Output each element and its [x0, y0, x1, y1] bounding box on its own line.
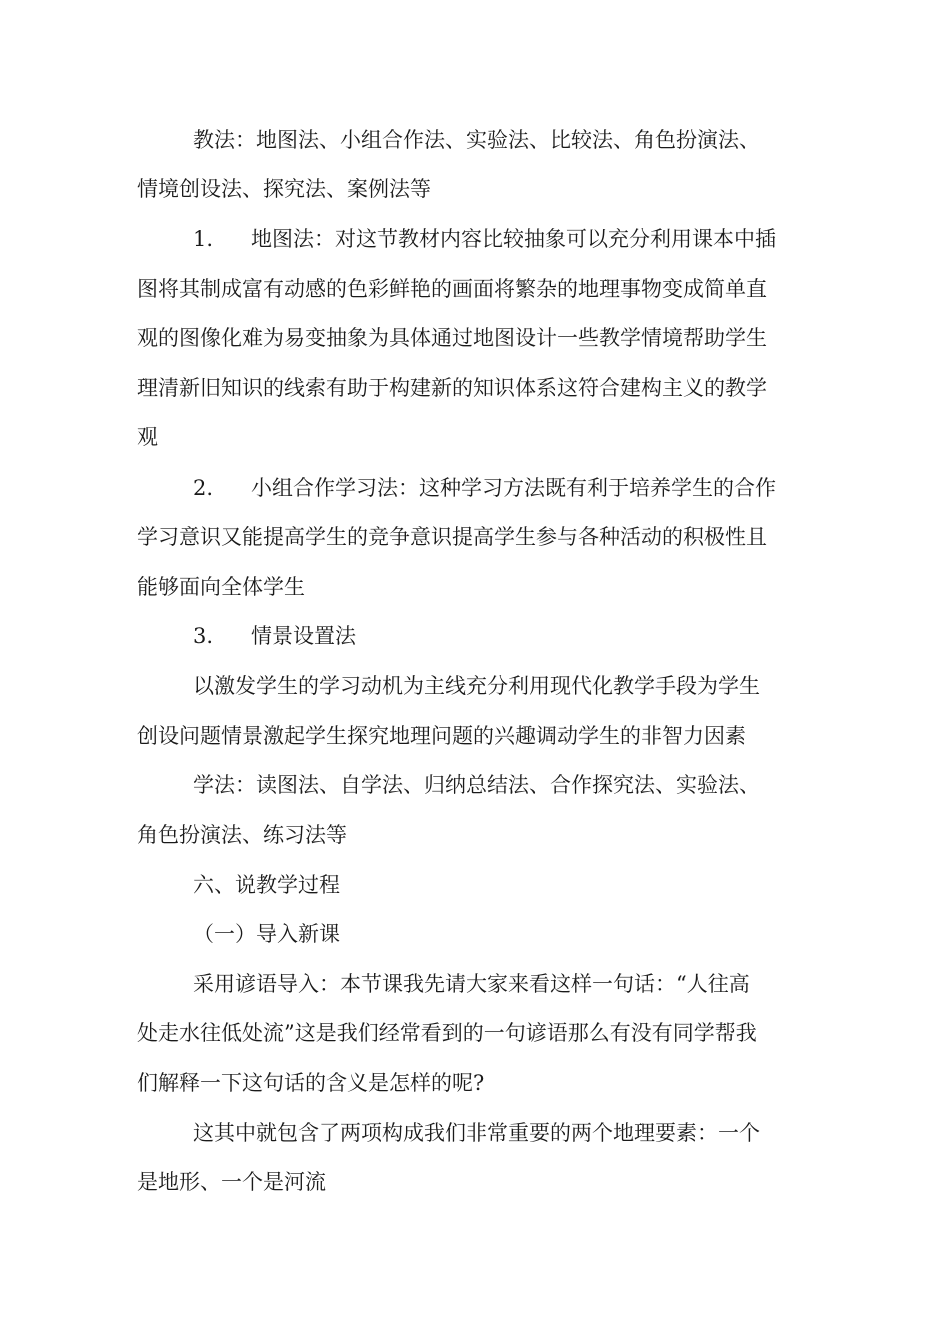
item-3-number: 3. — [193, 624, 214, 648]
intro-paragraph-line-2: 处走水往低处流”这是我们经常看到的一句谚语那么有没有同学帮我 — [137, 1021, 757, 1045]
scenario-paragraph-line-1: 以激发学生的学习动机为主线充分利用现代化教学手段为学生 — [193, 674, 760, 698]
item-1-number: 1. — [193, 227, 214, 251]
item-1-line-5: 观 — [137, 425, 158, 449]
item-1-text: 地图法：对这节教材内容比较抽象可以充分利用课本中插 — [251, 227, 776, 251]
learning-methods-line-2: 角色扮演法、练习法等 — [137, 823, 347, 847]
section-heading: 六、说教学过程 — [193, 873, 340, 897]
elements-paragraph-line-1: 这其中就包含了两项构成我们非常重要的两个地理要素：一个 — [193, 1121, 760, 1145]
scenario-paragraph-line-2: 创设问题情景激起学生探究地理问题的兴趣调动学生的非智力因素 — [137, 724, 746, 748]
intro-paragraph-line-1: 采用谚语导入：本节课我先请大家来看这样一句话：“人往高 — [193, 972, 750, 996]
elements-paragraph-line-2: 是地形、一个是河流 — [137, 1170, 326, 1194]
item-1-line-4: 理清新旧知识的线索有助于构建新的知识体系这符合建构主义的教学 — [137, 376, 767, 400]
subsection-heading: （一）导入新课 — [193, 922, 340, 946]
item-2-line-3: 能够面向全体学生 — [137, 575, 305, 599]
item-1-line-2: 图将其制成富有动感的色彩鲜艳的画面将繁杂的地理事物变成简单直 — [137, 277, 767, 301]
intro-paragraph-line-3: 们解释一下这句话的含义是怎样的呢? — [137, 1071, 485, 1095]
teaching-methods-line-1: 教法：地图法、小组合作法、实验法、比较法、角色扮演法、 — [193, 128, 760, 152]
learning-methods-line-1: 学法：读图法、自学法、归纳总结法、合作探究法、实验法、 — [193, 773, 760, 797]
item-2-text: 小组合作学习法：这种学习方法既有利于培养学生的合作 — [251, 476, 776, 500]
item-2-number: 2. — [193, 476, 214, 500]
item-2-line-2: 学习意识又能提高学生的竞争意识提高学生参与各种活动的积极性且 — [137, 525, 767, 549]
item-1-line-3: 观的图像化难为易变抽象为具体通过地图设计一些教学情境帮助学生 — [137, 326, 767, 350]
item-3-text: 情景设置法 — [251, 624, 356, 648]
item-1-heading — [193, 224, 776, 254]
item-2-heading — [193, 473, 776, 503]
item-3-heading — [193, 621, 356, 651]
teaching-methods-line-2: 情境创设法、探究法、案例法等 — [137, 177, 431, 201]
